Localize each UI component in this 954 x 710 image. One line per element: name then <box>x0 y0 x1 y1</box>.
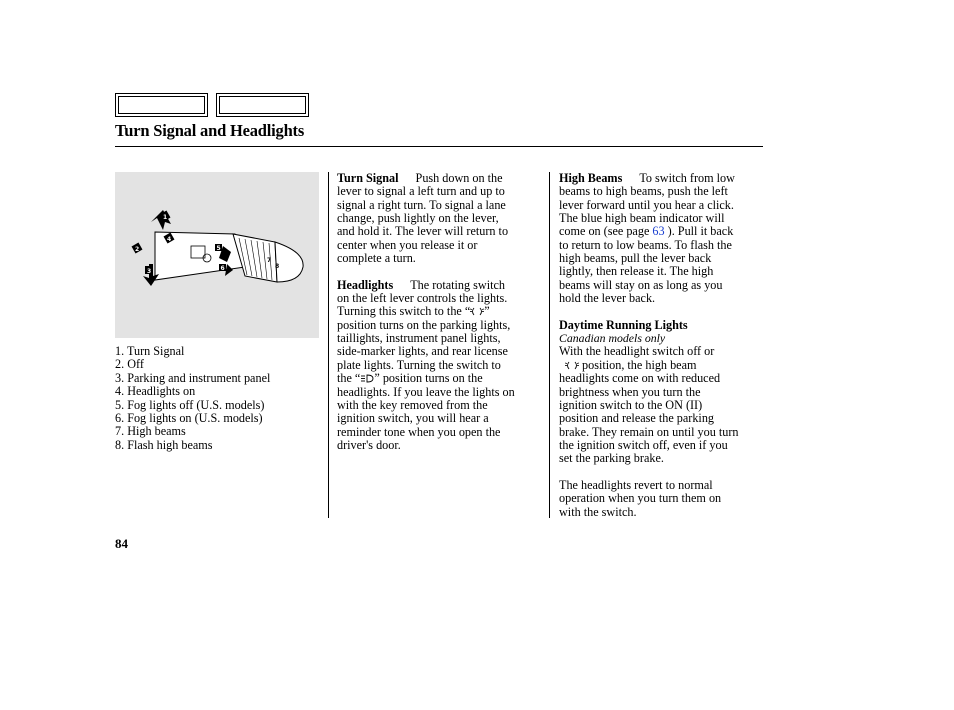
title-divider <box>115 146 763 147</box>
column-divider <box>549 172 550 518</box>
page-reference-link[interactable]: 63 <box>652 224 665 239</box>
nav-tab-box-1[interactable] <box>115 93 208 117</box>
page-title: Turn Signal and Headlights <box>115 121 305 140</box>
canadian-models-note: Canadian models only <box>559 331 666 346</box>
svg-text:4: 4 <box>167 236 172 243</box>
turn-signal-heading: Turn Signal <box>337 171 399 185</box>
svg-text:6: 6 <box>220 265 225 272</box>
headlights-heading: Headlights <box>337 277 394 292</box>
parking-lights-icon <box>565 361 579 370</box>
svg-text:2: 2 <box>135 246 140 253</box>
turn-signal-lever-icon <box>115 172 319 338</box>
legend-item: 1. Turn Signal <box>115 344 185 358</box>
svg-text:5: 5 <box>216 245 221 252</box>
figure-legend <box>115 345 270 452</box>
legend-item: 8. Flash high beams <box>115 437 213 452</box>
headlights-column: Turn Signal Push down on the lever to signal a left turn and up to signal a right turn. To signal a lane change, push lightly on the lever, and hold it. The lever will return to center when you release it or complete a turn. Headlights The rotating switch on the left lever controls the lights. Turning this switch to the “ ” position turns on the parking lights, taillights, instrument panel lights, side-marker lights, and rear license plate lights. Turning the switch to the “ ” position turns on the headlights. If you leave the lights on with the key removed from the ignition switch, you will hear a reminder tone when you open the driver's door. <box>337 171 515 452</box>
svg-text:1: 1 <box>163 214 168 221</box>
column-divider <box>328 172 329 518</box>
legend-item: 7. High beams <box>115 424 186 439</box>
nav-tab-box-2[interactable] <box>216 93 309 117</box>
legend-item: 2. Off <box>115 357 144 372</box>
high-beams-heading: High Beams <box>559 171 623 185</box>
parking-lights-icon <box>470 307 484 316</box>
high-beams-column: High Beams To switch from low beams to high beams, push the left lever forward until you hear a click. The blue high beam indicator will come on (see page 63 ). Pull it back to return to low beams. To flash the high beams, pull the lever back lightly, then release it. The high beams will stay on as long as you hold the lever back. Daytime Running Lights Canadian models only With the headlight switch off or position, the high beam headlights come on with reduced brightness when you turn the ignition switch to the ON (II) position and release the parking brake. They remain on until you turn the ignition switch off, even if you set the parking brake. The headlights revert to normal operation when you turn them on with the switch. <box>559 171 739 519</box>
legend-item: 4. Headlights on <box>115 384 196 399</box>
svg-text:8: 8 <box>275 263 280 270</box>
legend-item: 6. Fog lights on (U.S. models) <box>115 411 263 426</box>
headlight-icon <box>360 374 374 383</box>
page-number: 84 <box>115 536 128 551</box>
legend-item: 3. Parking and instrument panel <box>115 370 271 385</box>
lever-illustration <box>115 172 319 338</box>
svg-text:3: 3 <box>147 268 152 275</box>
daytime-running-lights-heading: Daytime Running Lights <box>559 317 688 332</box>
svg-text:7: 7 <box>267 257 272 264</box>
legend-item: 5. Fog lights off (U.S. models) <box>115 397 265 412</box>
